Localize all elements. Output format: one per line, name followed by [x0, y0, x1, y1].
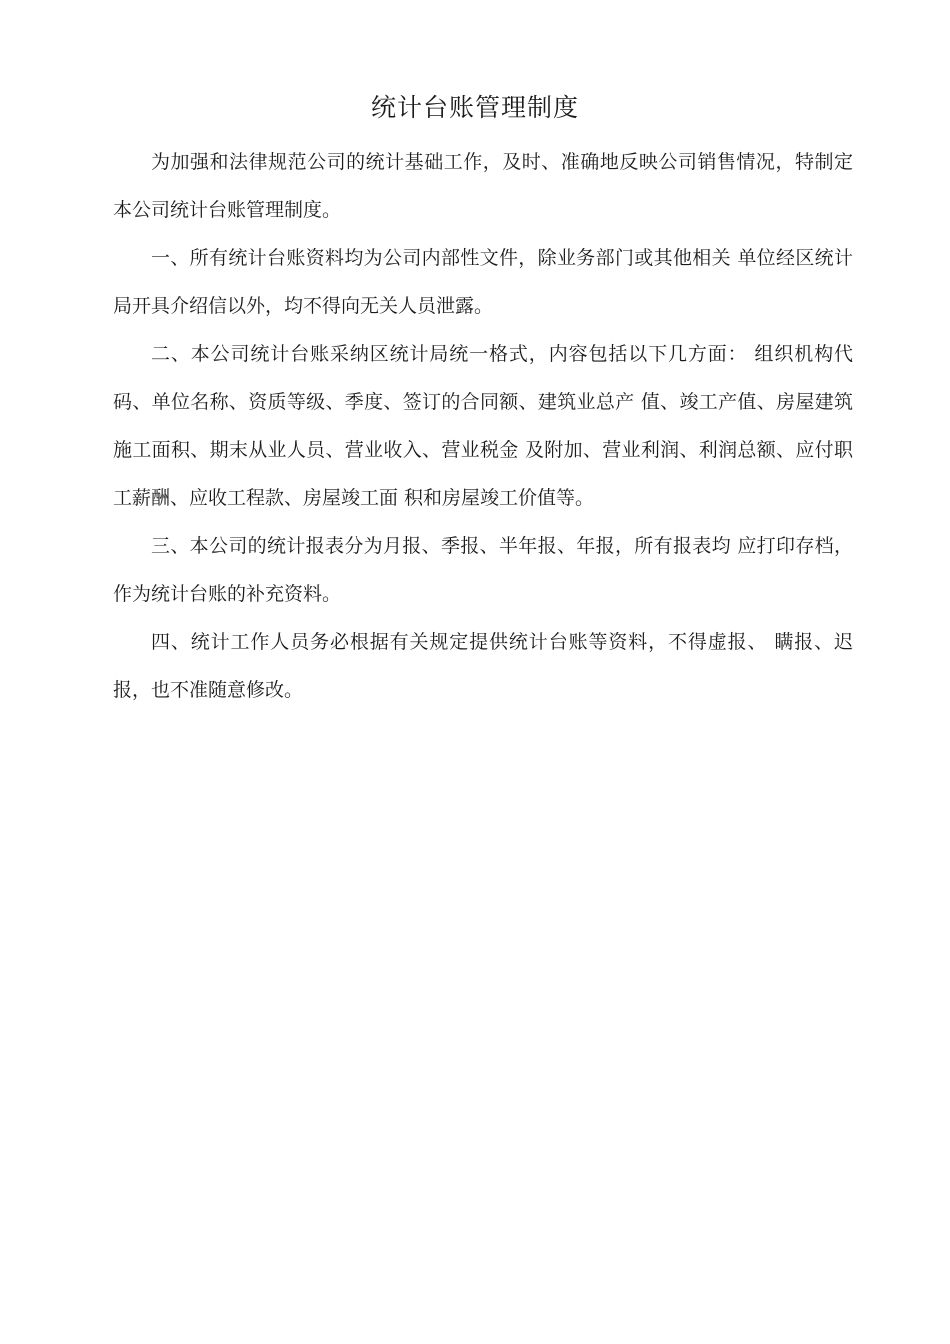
paragraph-clause-1: 一、所有统计台账资料均为公司内部性文件，除业务部门或其他相关 单位经区统计局开具介绍信以外，均不得向无关人员泄露。 — [113, 247, 853, 317]
paragraph-intro: 为加强和法律规范公司的统计基础工作，及时、准确地反映公司销售情况，特制定本公司统计台账管理制度。 — [113, 151, 853, 221]
paragraph-clause-4: 四、统计工作人员务必根据有关规定提供统计台账等资料，不得虚报、 瞒报、迟报，也不准随意修改。 — [113, 631, 853, 701]
document-title: 统计台账管理制度 — [370, 93, 579, 122]
paragraph-clause-2: 二、本公司统计台账采纳区统计局统一格式，内容包括以下几方面： 组织机构代码、单位名称、资质等级、季度、签订的合同额、建筑业总产 值、竣工产值、房屋建筑施工面积、期末从业人员、营业收入、营业税金 及附加、营业利润、利润总额、应付职工薪酬、应收工程款、房屋竣工面 积和房屋竣工价值等。 — [113, 343, 853, 509]
paragraph-clause-3: 三、本公司的统计报表分为月报、季报、半年报、年报，所有报表均 应打印存档，作为统计台账的补充资料。 — [113, 535, 853, 605]
document-body — [113, 138, 853, 714]
